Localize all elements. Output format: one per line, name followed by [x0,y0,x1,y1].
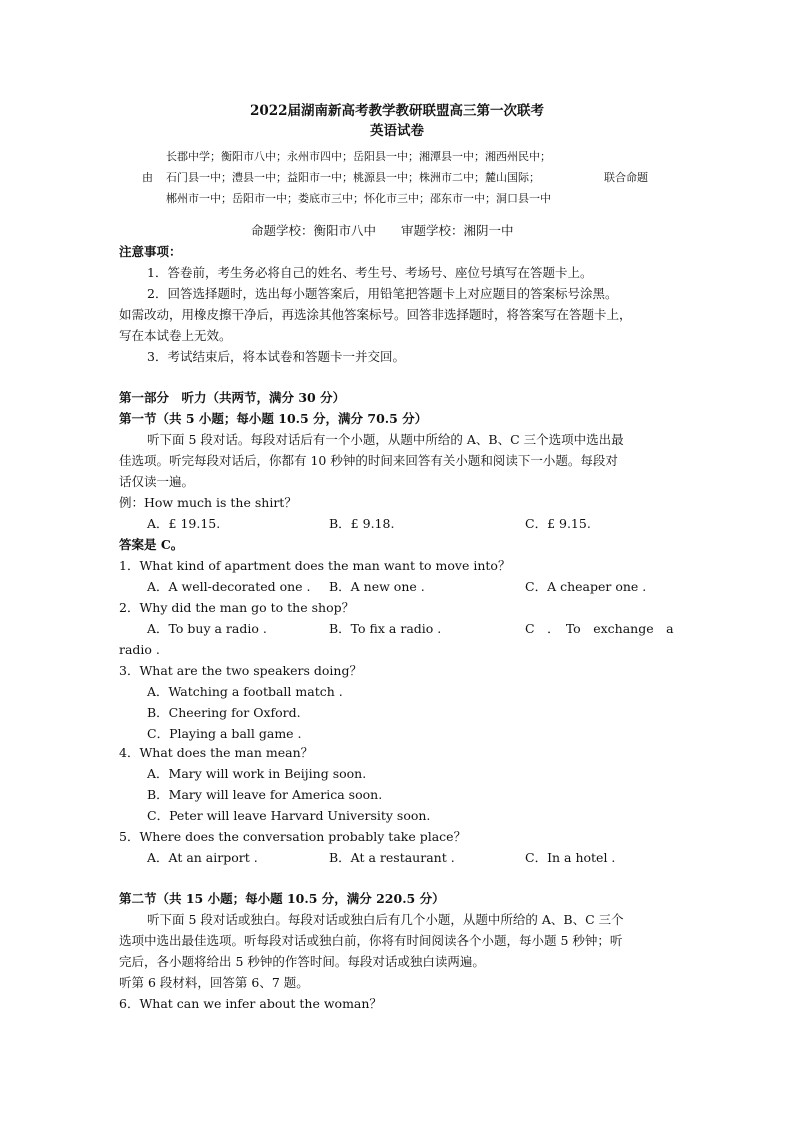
joint-proposition-label: 联合命题 [604,171,648,184]
question-2-option-c-continued: radio . [119,642,160,657]
notice-item-2-line-3: 写在本试卷上无效。 [119,328,232,343]
notice-item-2-line-1: 2．回答选择题时，选出每小题答案后，用铅笔把答题卡上对应题目的答案标号涂黑。 [147,286,618,301]
question-1: 1．What kind of apartment does the man want to move into？ [119,558,511,573]
section1-heading [119,408,427,429]
question-3-option-c: C．Playing a ball game . [147,726,302,741]
material-6-instruction: 听第 6 段材料，回答第 6、7 题。 [119,975,309,990]
schools-line-3: 郴州市一中；岳阳市一中；娄底市三中；怀化市三中；邵东市一中；洞口县一中 [166,192,551,205]
question-3-option-a: A．Watching a football match . [147,684,343,699]
section1-instruction-line-1: 听下面 5 段对话。每段对话后有一个小题，从题中所给的 A、B、C 三个选项中选出最 [147,432,624,447]
section1-instruction-line-3: 话仅读一遍。 [119,474,195,489]
section2-instruction-line-1: 听下面 5 段对话或独白。每段对话或独白后有几个小题，从题中所给的 A、B、C 三个 [147,912,624,927]
part1-heading: 第一部分 听力（共两节，满分 30 分） [119,390,346,405]
section2-heading: 第二节（共 15 小题；每小题 10.5 分，满分 220.5 分） [119,891,445,906]
notice-item-3: 3．考试结束后，将本试卷和答题卡一并交回。 [147,349,405,364]
example-question: 例：How much is the shirt？ [119,495,297,510]
exam-subject: 英语试卷 [370,123,424,139]
example-option-c: C．£ 9.15. [525,516,591,531]
question-2-option-b: B．To fix a radio . [329,621,442,636]
question-2-option-a: A．To buy a radio . [147,621,267,636]
question-4: 4．What does the man mean？ [119,745,314,760]
question-5-option-a: A．At an airport . [147,850,258,865]
notice-item-2-line-2: 如需改动，用橡皮擦干净后，再选涂其他答案标号。回答非选择题时，将答案写在答题卡上， [119,307,632,322]
question-2-option-c: C ． To exchange a [525,621,674,636]
question-1-option-c: C．A cheaper one . [525,579,647,594]
example-option-b: B．£ 9.18. [329,516,395,531]
notice-heading: 注意事项： [119,244,182,259]
question-1-option-a: A．A well-decorated one . [147,579,311,594]
question-3-option-b: B．Cheering for Oxford. [147,705,301,720]
question-4-option-b: B．Mary will leave for America soon. [147,787,383,802]
section2-instruction-line-3: 完后，各小题将给出 5 秒钟的作答时间。每段对话或独白读两遍。 [119,954,485,969]
question-4-option-a: A．Mary will work in Beijing soon. [147,766,367,781]
question-5: 5．Where does the conversation probably take place？ [119,829,467,844]
question-5-option-c: C．In a hotel . [525,850,616,865]
question-6: 6．What can we infer about the woman？ [119,996,382,1011]
question-1-option-b: B．A new one . [329,579,425,594]
exam-title: 2022届湖南新高考教学教研联盟高三第一次联考 [249,103,545,119]
question-2: 2．Why did the man go to the shop？ [119,600,355,615]
question-5-option-b: B．At a restaurant . [329,850,455,865]
question-3: 3．What are the two speakers doing？ [119,663,362,678]
question-4-option-c: C．Peter will leave Harvard University soon. [147,808,431,823]
example-answer: 答案是 C。 [119,537,184,552]
section1-instruction-line-2: 佳选项。听完每段对话后，你都有 10 秒钟的时间来回答有关小题和阅读下一小题。每段对 [119,453,618,468]
notice-item-1: 1．答卷前，考生务必将自己的姓名、考生号、考场号、座位号填写在答题卡上。 [147,265,593,280]
setter-schools: 命题学校：衡阳市八中 审题学校：湘阴一中 [251,223,514,238]
section1-heading-text: 第一节（共 5 小题；每小题 10.5 分，满分 70.5 分） [119,411,428,426]
schools-line-2: 石门县一中；澧县一中；益阳市一中；桃源县一中；株洲市二中；麓山国际； [166,171,540,184]
section2-instruction-line-2: 选项中选出最佳选项。听每段对话或独白前，你将有时间阅读各个小题，每小题 5 秒钟；听 [119,933,623,948]
example-option-a: A．£ 19.15. [147,516,221,531]
you-label: 由 [142,171,153,184]
schools-line-1: 长郡中学；衡阳市八中；永州市四中；岳阳县一中；湘潭县一中；湘西州民中； [166,150,551,163]
